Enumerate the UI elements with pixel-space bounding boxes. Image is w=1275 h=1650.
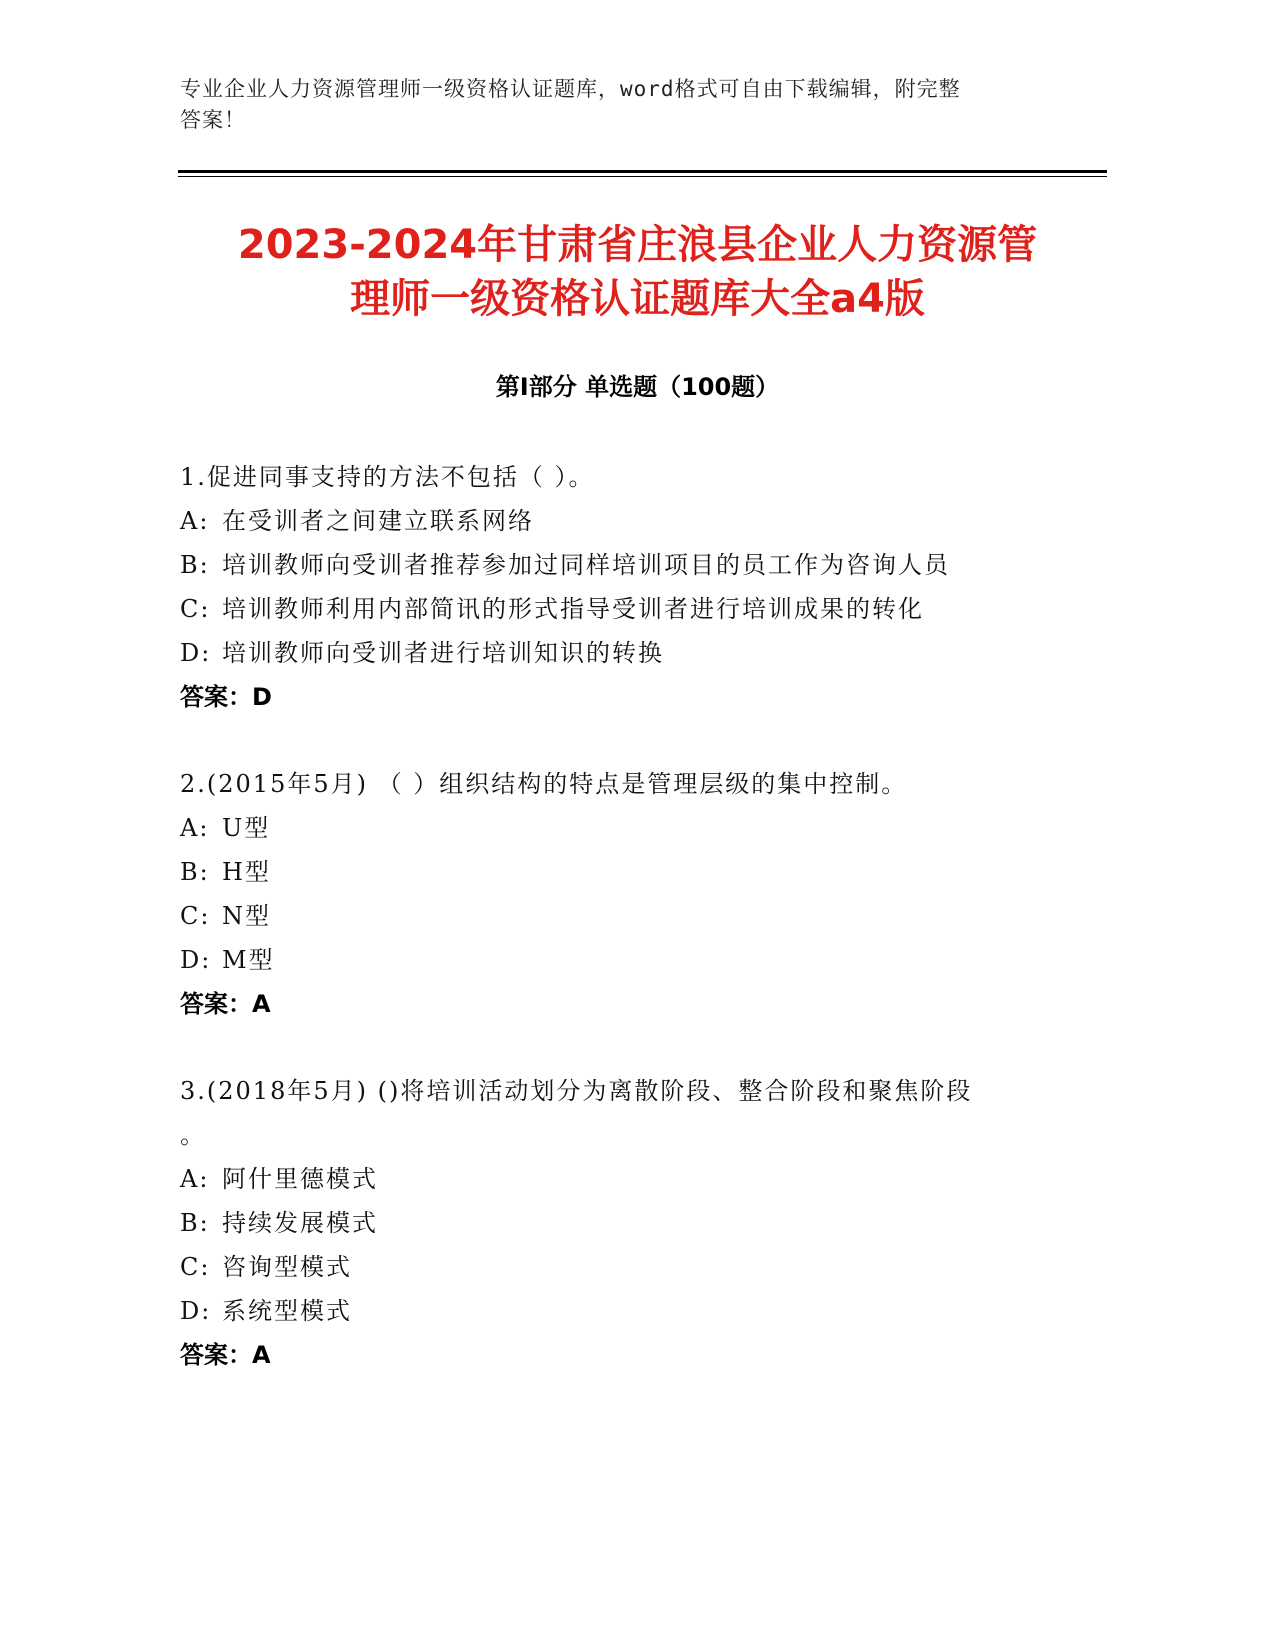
- option-text: H型: [222, 858, 271, 886]
- option-b: [180, 850, 1060, 894]
- option-key: C:: [180, 595, 211, 623]
- option-a: [180, 806, 1060, 850]
- option-b: [180, 1201, 1060, 1245]
- question-list: [180, 455, 1060, 1420]
- document-title: [150, 218, 1125, 326]
- option-key: C:: [180, 1253, 211, 1281]
- option-c: [180, 587, 1060, 631]
- option-key: B:: [180, 1209, 210, 1237]
- header-note-line1: 专业企业人力资源管理师一级资格认证题库，word格式可自由下载编辑，附完整: [180, 77, 961, 101]
- option-a: [180, 499, 1060, 543]
- option-text: 培训教师向受训者进行培训知识的转换: [222, 639, 664, 667]
- header-note-line2: 答案！: [180, 108, 246, 132]
- option-text: U型: [222, 814, 271, 842]
- document-title-line2: 理师一级资格认证题库大全a4版: [350, 276, 925, 322]
- option-text: 系统型模式: [222, 1297, 352, 1325]
- option-d: [180, 938, 1060, 982]
- question-1: [180, 455, 1060, 719]
- option-c: [180, 894, 1060, 938]
- answer-label: 答案：D: [180, 683, 272, 711]
- option-b: [180, 543, 1060, 587]
- option-key: D:: [180, 1297, 212, 1325]
- option-text: M型: [222, 946, 275, 974]
- option-text: 在受训者之间建立联系网络: [222, 507, 534, 535]
- option-key: A:: [180, 814, 210, 842]
- question-stem: 2.(2015年5月) （ ）组织结构的特点是管理层级的集中控制。: [180, 770, 908, 798]
- option-c: [180, 1245, 1060, 1289]
- option-key: B:: [180, 551, 210, 579]
- option-d: [180, 1289, 1060, 1333]
- option-key: D:: [180, 946, 212, 974]
- option-text: 持续发展模式: [222, 1209, 378, 1237]
- header-divider-thin: [178, 176, 1107, 177]
- option-text: 咨询型模式: [222, 1253, 352, 1281]
- question-3: [180, 1069, 1060, 1377]
- option-text: N型: [222, 902, 271, 930]
- answer-label: 答案：A: [180, 1341, 271, 1369]
- option-text: 培训教师向受训者推荐参加过同样培训项目的员工作为咨询人员: [222, 551, 950, 579]
- question-stem-continuation: 。: [180, 1121, 206, 1149]
- option-a: [180, 1157, 1060, 1201]
- header-divider-thick: [178, 170, 1107, 173]
- option-key: D:: [180, 639, 212, 667]
- header-note: [180, 74, 1050, 136]
- section-title: 第I部分 单选题（100题）: [495, 373, 780, 401]
- question-stem: 3.(2018年5月) ()将培训活动划分为离散阶段、整合阶段和聚焦阶段: [180, 1077, 973, 1105]
- question-stem: 1.促进同事支持的方法不包括（ ）。: [180, 463, 595, 491]
- option-d: [180, 631, 1060, 675]
- answer-label: 答案：A: [180, 990, 271, 1018]
- document-title-line1: 2023-2024年甘肃省庄浪县企业人力资源管: [237, 222, 1038, 268]
- question-2: [180, 762, 1060, 1026]
- option-key: B:: [180, 858, 210, 886]
- option-text: 阿什里德模式: [222, 1165, 378, 1193]
- option-text: 培训教师利用内部简讯的形式指导受训者进行培训成果的转化: [222, 595, 924, 623]
- option-key: C:: [180, 902, 211, 930]
- option-key: A:: [180, 1165, 210, 1193]
- option-key: A:: [180, 507, 210, 535]
